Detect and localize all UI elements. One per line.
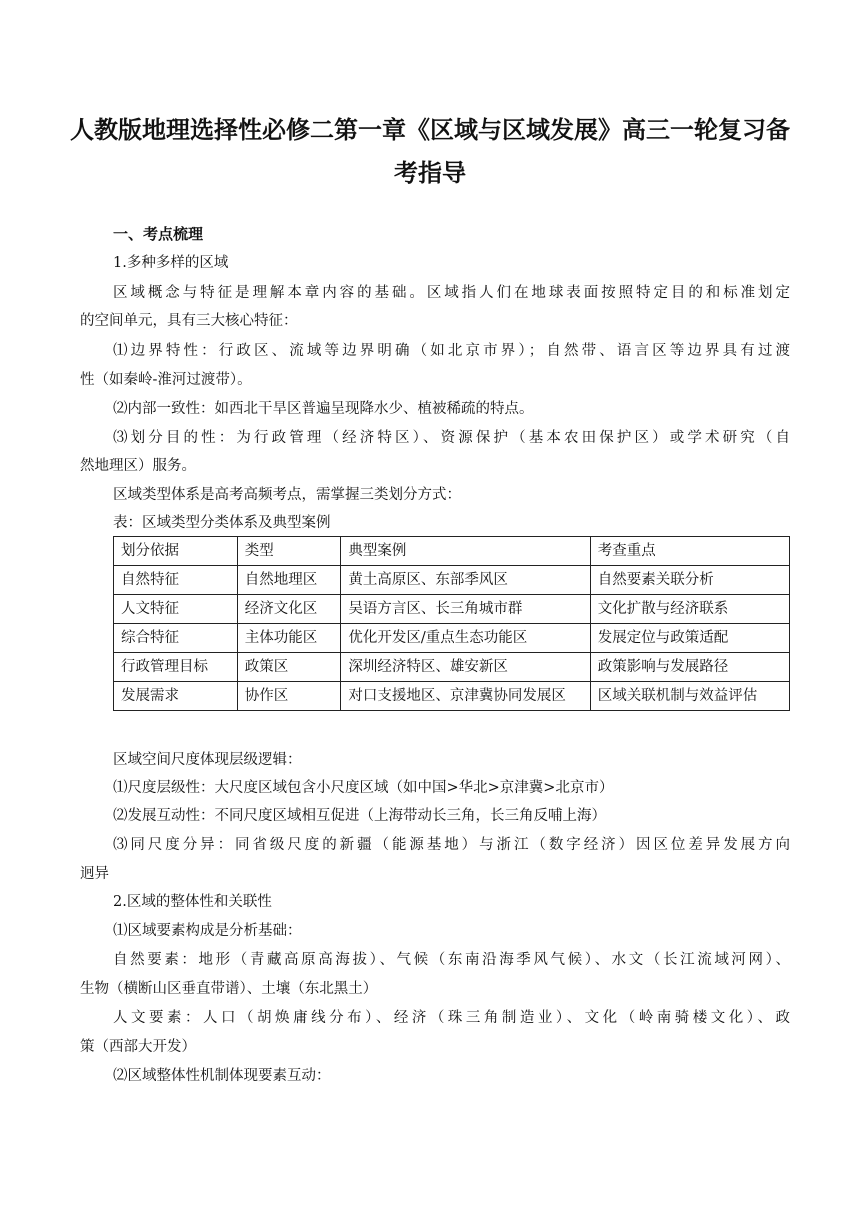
table-cell: 综合特征 (114, 624, 238, 653)
paragraph-line: 性（如秦岭-淮河过渡带）。 (80, 372, 252, 388)
table-cell: 文化扩散与经济联系 (590, 595, 789, 624)
table-caption: 表：区域类型分类体系及典型案例 (113, 515, 331, 531)
table-cell: 发展需求 (114, 682, 238, 711)
table-row (114, 595, 790, 624)
paragraph-line: 迥异 (80, 866, 109, 882)
paragraph-line: ⑶同尺度分异：同省级尺度的新疆（能源基地）与浙江（数字经济）因区位差异发展方向 (113, 837, 790, 853)
table-header-cell: 划分依据 (114, 537, 238, 566)
table-cell: 政策影响与发展路径 (590, 653, 789, 682)
table-header-row (114, 537, 790, 566)
paragraph-line: 然地理区）服务。 (80, 458, 196, 474)
paragraph-line: ⑵发展互动性：不同尺度区域相互促进（上海带动长三角，长三角反哺上海） (113, 808, 606, 824)
paragraph-line: ⑴尺度层级性：大尺度区域包含小尺度区域（如中国>华北>京津冀>北京市） (113, 780, 614, 796)
paragraph-line: 区域类型体系是高考高频考点，需掌握三类划分方式： (113, 487, 461, 503)
subsection-heading-2: 2.区域的整体性和关联性 (113, 894, 272, 910)
paragraph-line: 策（西部大开发） (80, 1039, 196, 1055)
table-cell: 区域关联机制与效益评估 (590, 682, 789, 711)
document-title-line1: 人教版地理选择性必修二第一章《区域与区域发展》高三一轮复习备 (70, 116, 790, 144)
document-title-line2: 考指导 (394, 159, 466, 187)
table-cell: 优化开发区/重点生态功能区 (341, 624, 590, 653)
paragraph-line: ⑵内部一致性：如西北干旱区普遍呈现降水少、植被稀疏的特点。 (113, 401, 534, 417)
table-row (114, 624, 790, 653)
table-header-cell: 类型 (237, 537, 341, 566)
subsection-heading-1: 1.多种多样的区域 (113, 255, 229, 271)
table-cell: 协作区 (237, 682, 341, 711)
paragraph-line: 自然要素：地形（青藏高原高海拔）、气候（东南沿海季风气候）、水文（长江流域河网）、 (113, 952, 790, 968)
table-cell: 自然要素关联分析 (590, 566, 789, 595)
paragraph-line: ⑴区域要素构成是分析基础： (113, 923, 302, 939)
table-cell: 吴语方言区、长三角城市群 (341, 595, 590, 624)
paragraph-line: 区域概念与特征是理解本章内容的基础。区域指人们在地球表面按照特定目的和标准划定 (113, 285, 790, 301)
table-row (114, 653, 790, 682)
paragraph-line: 区域空间尺度体现层级逻辑： (113, 752, 302, 768)
paragraph-line: ⑴边界特性：行政区、流域等边界明确（如北京市界）；自然带、语言区等边界具有过渡 (113, 343, 790, 359)
table-cell: 行政管理目标 (114, 653, 238, 682)
table-cell: 发展定位与政策适配 (590, 624, 789, 653)
table-header-cell: 考查重点 (590, 537, 789, 566)
table-cell: 自然特征 (114, 566, 238, 595)
table-cell: 主体功能区 (237, 624, 341, 653)
region-type-table (113, 536, 790, 711)
table-cell: 深圳经济特区、雄安新区 (341, 653, 590, 682)
table-cell: 自然地理区 (237, 566, 341, 595)
paragraph-line: ⑵区域整体性机制体现要素互动： (113, 1068, 331, 1084)
table-cell: 黄土高原区、东部季风区 (341, 566, 590, 595)
table-cell: 对口支援地区、京津冀协同发展区 (341, 682, 590, 711)
paragraph-line: 生物（横断山区垂直带谱）、土壤（东北黑土） (80, 981, 378, 997)
section-heading: 一、考点梳理 (113, 225, 204, 243)
table-row (114, 566, 790, 595)
paragraph-line: ⑶划分目的性：为行政管理（经济特区）、资源保护（基本农田保护区）或学术研究（自 (113, 430, 790, 446)
paragraph-line: 的空间单元，具有三大核心特征： (80, 313, 298, 329)
table-cell: 政策区 (237, 653, 341, 682)
table-header-cell: 典型案例 (341, 537, 590, 566)
table-cell: 人文特征 (114, 595, 238, 624)
paragraph-line: 人文要素：人口（胡焕庸线分布）、经济（珠三角制造业）、文化（岭南骑楼文化）、政 (113, 1010, 790, 1026)
table-row (114, 682, 790, 711)
table-cell: 经济文化区 (237, 595, 341, 624)
